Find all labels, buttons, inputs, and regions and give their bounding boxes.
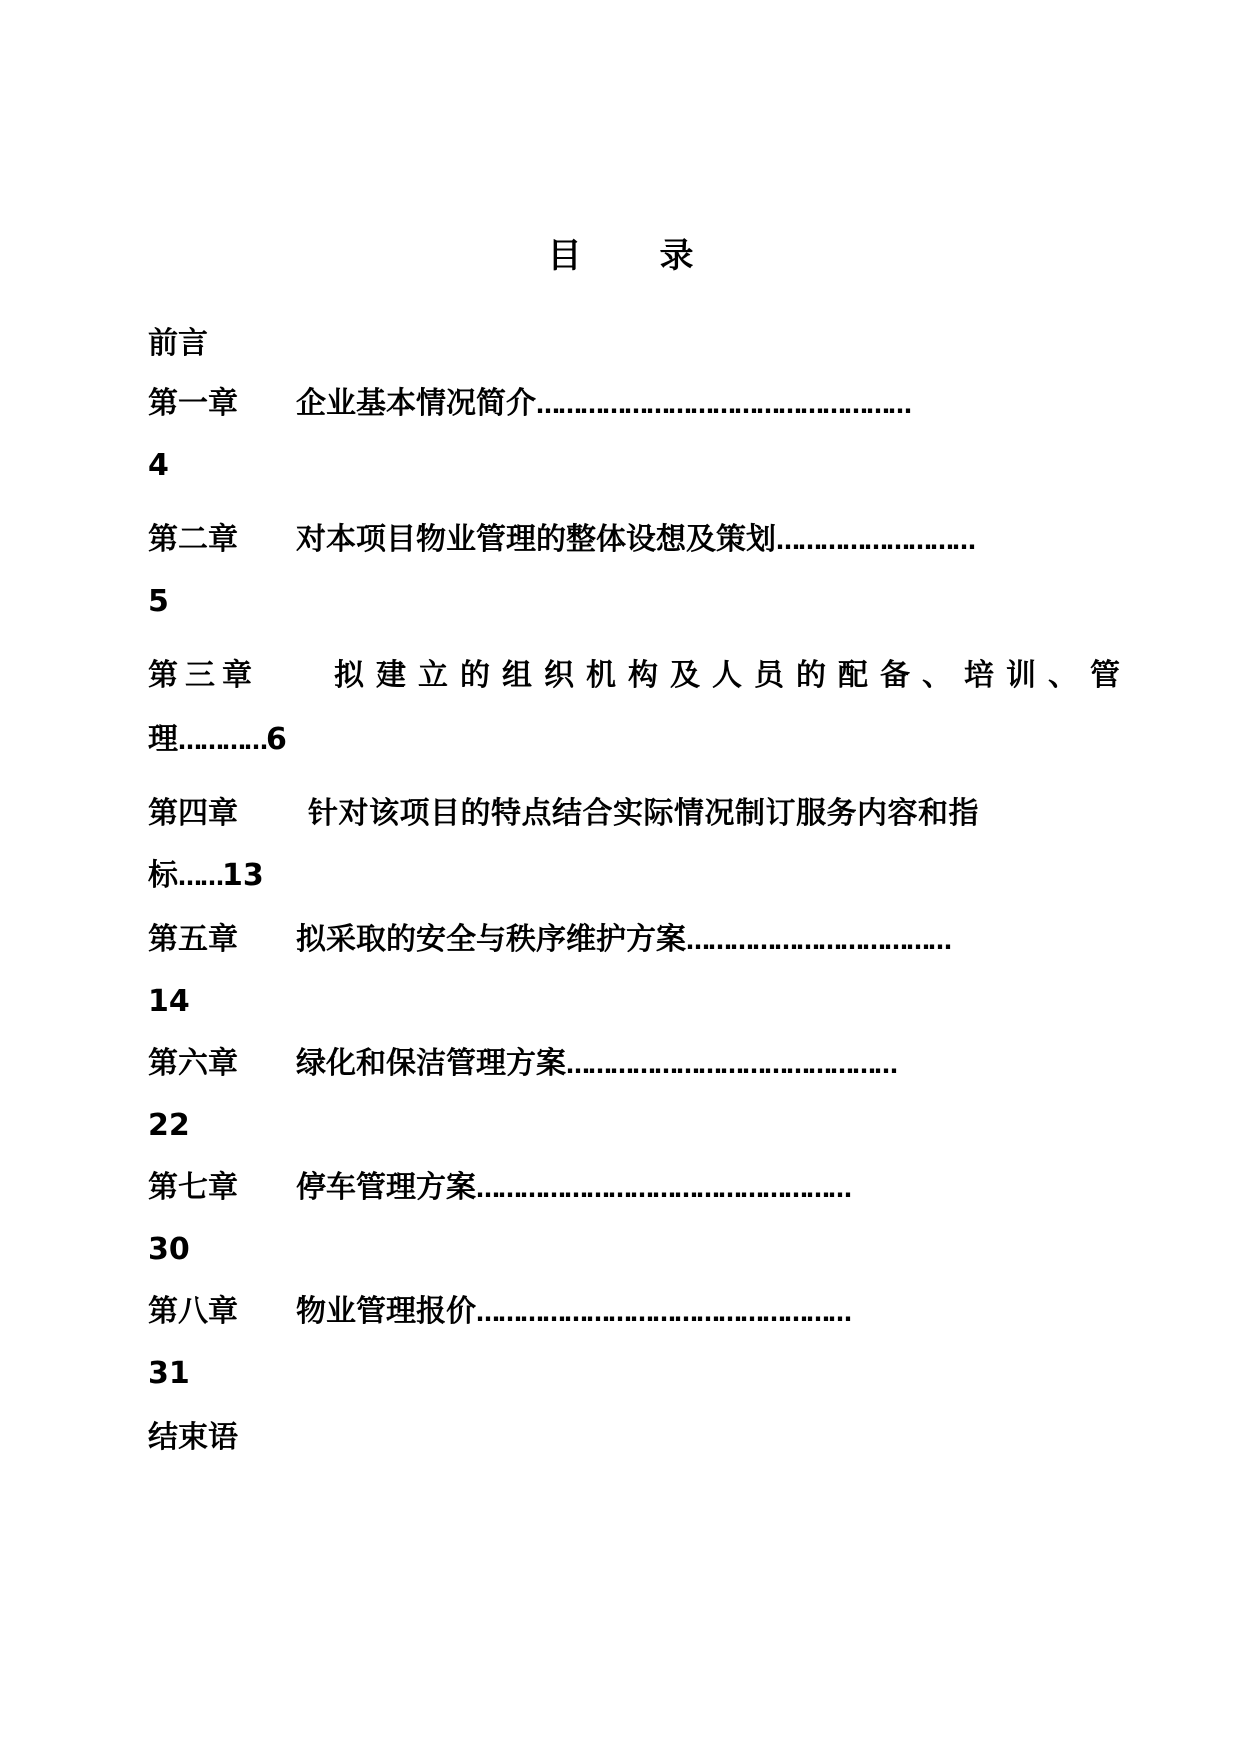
toc-entry-leader: ………………………………………	[566, 1051, 896, 1079]
toc-entry-leader: ………………………………	[686, 927, 950, 955]
toc-entry-1-page: 4	[148, 448, 169, 483]
toc-title-char-1: 目	[547, 236, 582, 276]
toc-entry-2-page: 5	[148, 584, 169, 619]
toc-entry-page: 6	[266, 722, 287, 757]
toc-entry-heading: 拟建立的组织机构及人员的配备、培训、管	[334, 658, 1132, 693]
toc-entry-leader: ……………………………………………	[476, 1175, 850, 1203]
toc-entry-heading: 物业管理报价	[296, 1294, 476, 1329]
toc-entry-chapter: 第七章	[148, 1170, 238, 1205]
toc-entry-heading: 绿化和保洁管理方案	[296, 1046, 566, 1081]
toc-entry-chapter: 第五章	[148, 922, 238, 957]
toc-entry-heading-cont: 标	[148, 858, 178, 893]
toc-entry-leader: ……………………………………………	[536, 391, 910, 419]
toc-entry-1	[148, 386, 910, 423]
toc-title-char-2: 录	[659, 236, 694, 276]
toc-entry-5-page: 14	[148, 984, 190, 1019]
toc-entry-chapter: 第三章	[148, 658, 259, 693]
toc-entry-chapter: 第四章	[148, 796, 238, 831]
toc-entry-6	[148, 1046, 896, 1083]
toc-entry-leader: ……	[178, 863, 222, 891]
toc-entry-leader: …………	[178, 727, 266, 755]
toc-entry-heading: 停车管理方案	[296, 1170, 476, 1205]
toc-entry-leader: ……………………………………………	[476, 1299, 850, 1327]
toc-entry-heading: 拟采取的安全与秩序维护方案	[296, 922, 686, 957]
toc-entry-heading-cont: 理	[148, 722, 178, 757]
toc-entry-8-page: 31	[148, 1356, 190, 1391]
toc-entry-7	[148, 1170, 850, 1207]
toc-entry-3-cont	[148, 722, 287, 759]
toc-entry-2	[148, 522, 974, 559]
toc-entry-4	[148, 796, 979, 832]
toc-entry-heading: 企业基本情况简介	[296, 386, 536, 421]
toc-entry-leader: ………………………	[776, 527, 974, 555]
toc-entry-8	[148, 1294, 850, 1331]
toc-entry-heading: 针对该项目的特点结合实际情况制订服务内容和指	[308, 796, 979, 831]
toc-entry-chapter: 第八章	[148, 1294, 238, 1329]
toc-entry-heading: 对本项目物业管理的整体设想及策划	[296, 522, 776, 557]
toc-entry-chapter: 第二章	[148, 522, 238, 557]
toc-preface: 前言	[148, 326, 208, 361]
toc-entry-page: 13	[222, 858, 264, 893]
toc-entry-5	[148, 922, 950, 959]
toc-entry-6-page: 22	[148, 1108, 190, 1143]
toc-entry-4-cont	[148, 858, 264, 895]
toc-closing: 结束语	[148, 1420, 238, 1455]
toc-entry-chapter: 第六章	[148, 1046, 238, 1081]
toc-entry-3	[148, 658, 1132, 694]
toc-entry-chapter: 第一章	[148, 386, 238, 421]
toc-entry-7-page: 30	[148, 1232, 190, 1267]
toc-title	[0, 228, 1241, 277]
